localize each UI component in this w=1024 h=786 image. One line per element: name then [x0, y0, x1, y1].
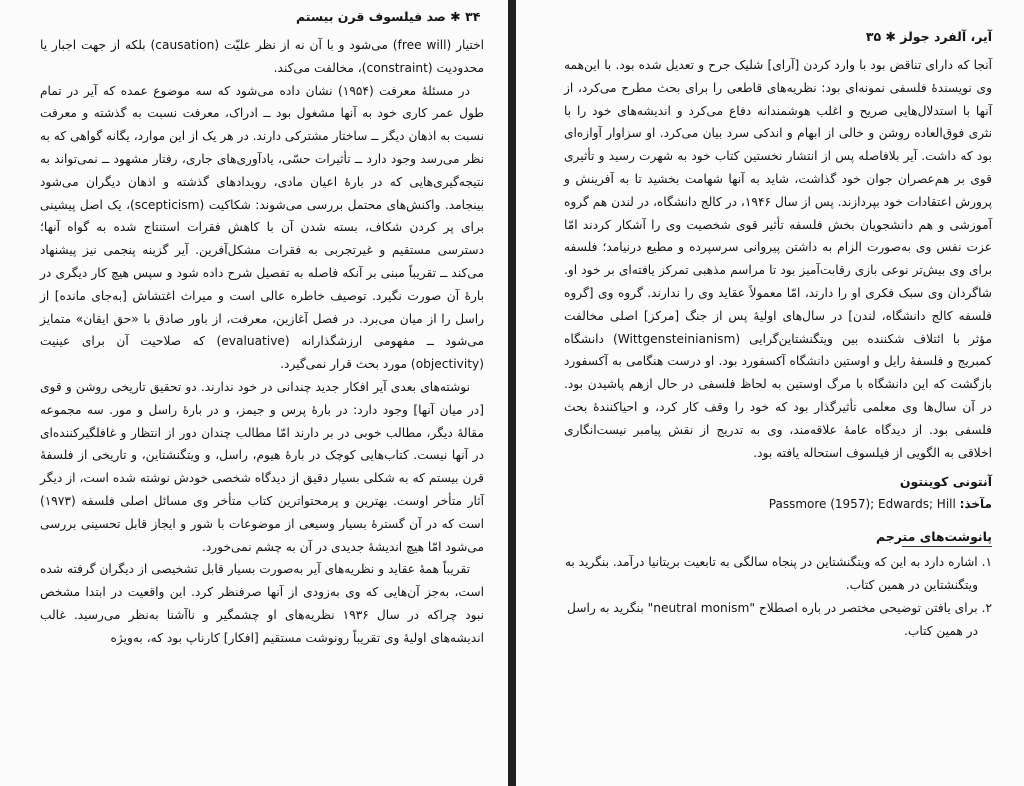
paragraph: آنجا که دارای تناقض بود با وارد کردن [آرای] شلیک جرح و تعدیل شده بود. با این‌همه وی نویسندهٔ فلسفی نمونه‌ای بود: نظریه‌های قاطعی را برای بحث مطرح می‌کرد، از آنها با استدلال‌هایی صریح و اغلب هوشمندانه دفاع می‌کرد و اندیشه‌های خود را با نثری فوق‌العاده روشن و خالی از ابهام و اندکی سرد بیان می‌کرد. او سزاوار آوازه‌ای بود که داشت. آیر بلافاصله پس از انتشار نخستین کتاب خود به شهرت رسید و تأثیری قوی بر هم‌عصران جوان خود گذاشت، شاید به آنها شهامت بخشید تا به آفرینش و پرورش اعتقادات خود بپردازند. پس از سال ۱۹۴۶، در کالج دانشگاه، در لندن هم گروه آموزشی و هم دانشجویان بخش فلسفه تأثیر قوی شخصیت وی را آشکار کردند امّا عزت نفس وی به‌صورت الزام به داشتن پیروانی سرسپرده و مطیع درنیامد؛ فلسفه برای وی بیش‌تر نوعی بازی رقابت‌آمیز بود تا مراسم مذهبی تمرکز یافته‌ای بر خود او. شاگردان وی سبک فکری او را دارند، امّا معمولاً عقاید وی را ندارند. گروه وی [گروه فلسفه کالج دانشگاه، لندن] در سال‌های اولیهٔ پس از جنگ [مرکز] اصلی مخالفت مؤثر با ائتلاف شکننده بین ویتگنشتاین‌گرایی (Wittgensteinianism) دانشگاه کمبریج و فلسفهٔ رایل و اوستین دانشگاه آکسفورد بود. او درست هنگامی به آکسفورد بازگشت که این دانشگاه با مرگ اوستین به لحاظ فلسفی در حال ازهم پاشیدن بود. در آن سال‌ها وی معلمی تأثیرگذار بود که خود را وقف کار کرد، و احیاکنندهٔ بحث فلسفی بود. از دیدگاه عامهٔ علاقه‌مند، وی به تدریج از نقش پیامبر نیست‌انگاری اخلاقی به الگویی از فیلسوف استحاله یافته بود. — [564, 58, 992, 460]
paragraph: در مسئلهٔ معرفت (۱۹۵۴) نشان داده می‌شود که سه موضوع عمده که آیر در تمام طول عمر کاری خود به آنها مشغول بود ــ ادراک، معرفت نسبت به گذشته و معرفت نسبت به اذهان دیگر ــ ساختار مشترکی دارند. در هر یک از این موارد، یگانه گواهی که به نظر می‌رسد وجود دارد ــ تأثیرات حسّی، یادآوری‌های جاری، رفتار مشهود ــ نمی‌تواند به نتیجه‌گیری‌هایی که در بارهٔ اعیان مادی، رویدادهای گذشته و اذهان دیگران می‌شود بینجامد. واکنش‌های محتمل بررسی می‌شوند: شکاکیت (scepticism)، یک اصل پیشینی برای پر کردن شکاف، بسته شدن آن با کاهش فقرات استنتاج شده به گواه آنها؛ دسترسی مستقیم و غیرتجربی به فقرات مشکل‌آفرین. آیر گزینه پنجمی نیز پیشنهاد می‌کند ــ تقریباً مبنی بر آنکه فاصله به تفصیل شرح داده شود و سپس هیچ کار دیگری در بارهٔ آن صورت نگیرد. توصیف خاطره عالی است و میراث اغتشاش [به‌جای مانده] از راسل را از میان می‌برد. در فصل آغازین، معرفت، از باور صادق با «حق ایقان» متمایز می‌شود ــ مفهومی ارزشگذارانه (evaluative) که صلاحیت آن برای عینیت (objectivity) مورد بحث قرار نمی‌گیرد. — [40, 83, 484, 372]
notes-title: پانوشت‌های مترجم — [875, 529, 992, 545]
sources-label: مآخذ: — [959, 497, 992, 512]
notes-rule — [902, 546, 992, 547]
paragraph: نوشته‌های بعدی آیر افکار جدید چندانی در خود ندارند. دو تحقیق تاریخی روشن و قوی [در میان آنها] وجود دارد: در بارهٔ پرس و جیمز، و در بارهٔ راسل و مور. سه مجموعه مقالهٔ دیگر، مطالب خوبی در بر دارند امّا مطالب چندان دور از انتظار و غافلگیرکننده‌ای در آنها نیست. کتاب‌هایی کوچک در بارهٔ هیوم، راسل، و ویتگنشتاین، و تاریخی از فلسفهٔ قرن بیستم که به شکلی بسیار دقیق از دیدگاه شخصی خودش نوشته شده است، از دیگر آثار متأخر اوست. بهترین و پرمحتواترین کتاب متأخر وی مسائل اصلی فلسفه (۱۹۷۳) است که در آن گسترهٔ بسیار وسیعی از موضوعات با شور و ایجاز قابل تحسینی بررسی می‌شود امّا هیچ اندیشهٔ جدیدی در آن به چشم نمی‌خورد. — [40, 379, 484, 554]
footnote: ۲. برای یافتن توضیحی مختصر در باره اصطلاح "neutral monism" بنگرید به راسل در همین کتاب. — [567, 600, 992, 638]
sources-text: Passmore (1957); Edwards; Hill — [768, 497, 956, 512]
book-gutter — [508, 0, 516, 786]
right-page — [516, 0, 1024, 786]
running-head-right: آیر، آلفرد جولز ✱ ۳۵ — [865, 29, 992, 44]
paragraph: تقریباً همهٔ عقاید و نظریه‌های آیر به‌صورت بسیار قابل تشخیصی از دیگران گرفته شده است، به‌جز آن‌هایی که وی به‌زودی از آنها صرفنظر کرد. این واقعیت در ابتدا مشخص نبود چراکه در سال ۱۹۳۶ نظریه‌های او چشمگیر و ناآشنا به‌نظر می‌رسید. غالب اندیشه‌های اولیهٔ وی تقریباً رونوشت مستقیم [افکار] کارناپ بود که، به‌ویژه — [40, 562, 484, 645]
article-author: آنتونی کوینتون — [899, 474, 992, 490]
paragraph: اختیار (free will) می‌شود و با آن نه از نظر علیّت (causation) بلکه از جهت اجبار یا محدودیت (constraint)، مخالفت می‌کند. — [40, 38, 485, 75]
running-head-left: ۳۴ ✱ صد فیلسوف قرن بیستم — [296, 9, 481, 24]
sources-line — [564, 493, 992, 515]
footnote: ۱. اشاره دارد به این که ویتگنشتاین در پنجاه سالگی به تابعیت بریتانیا درآمد. بنگرید به ویتگنشتاین در همین کتاب. — [564, 555, 992, 593]
left-page — [0, 0, 508, 786]
